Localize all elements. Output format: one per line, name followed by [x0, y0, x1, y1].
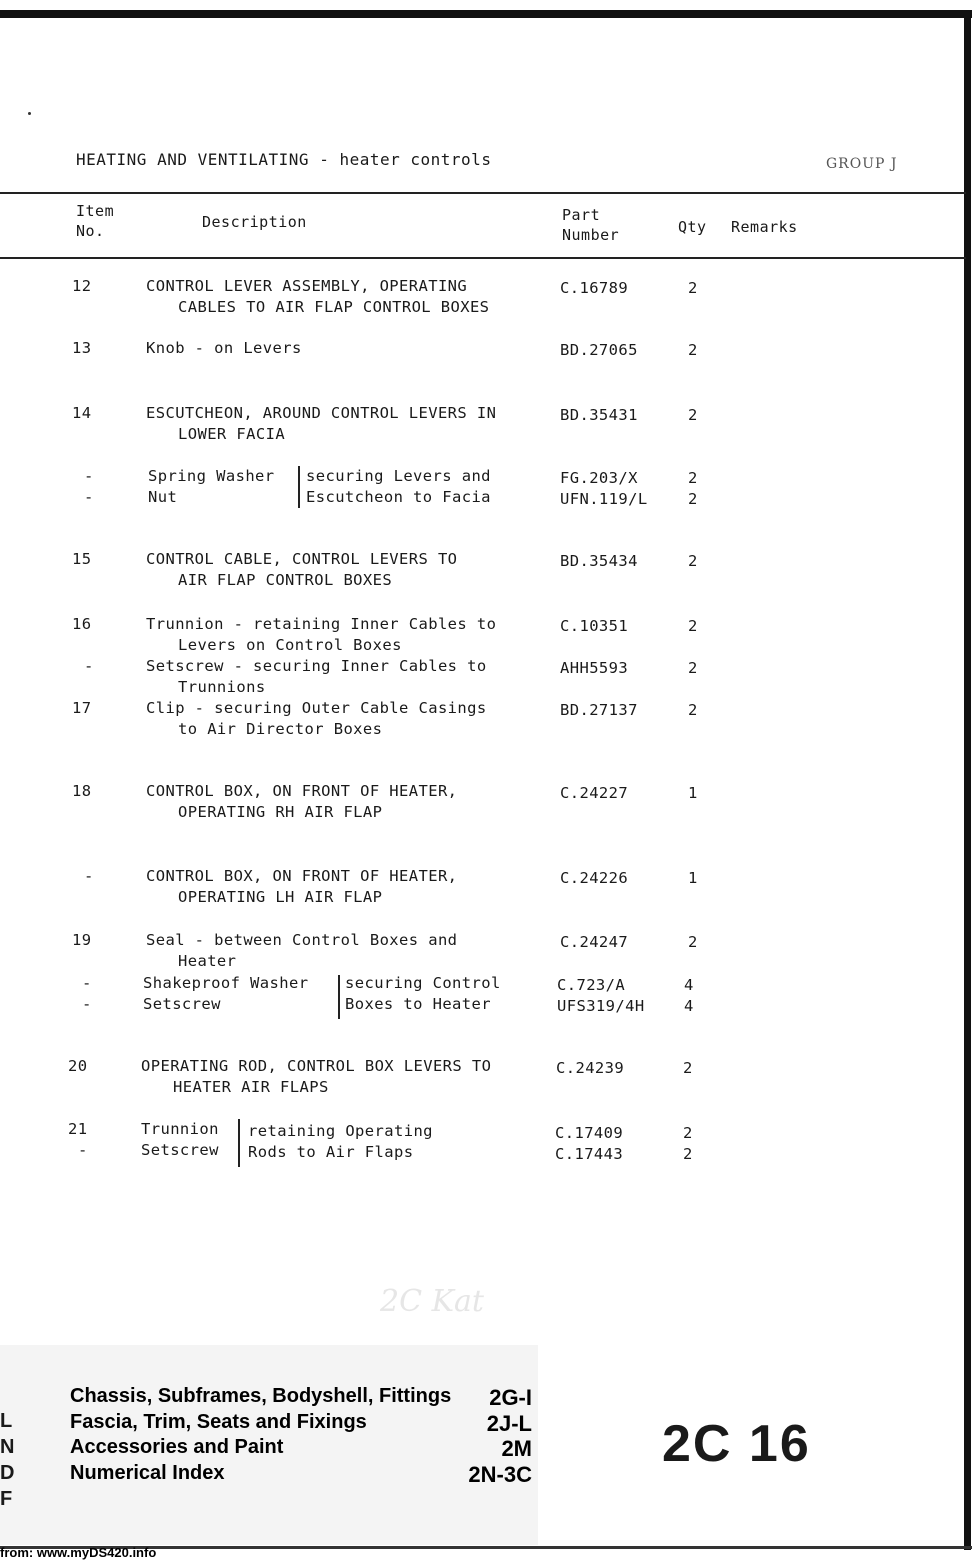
item-dash: - — [82, 974, 92, 992]
index-label: Accessories and Paint — [70, 1436, 284, 1458]
part-number: UFS319/4H — [557, 997, 645, 1015]
description-line2: to Air Director Boxes — [178, 720, 383, 738]
description-line2: LOWER FACIA — [178, 425, 286, 443]
part-number: BD.27065 — [560, 341, 638, 359]
item-number: 19 — [72, 931, 92, 949]
item-number: 16 — [72, 615, 92, 633]
quantity: 2 — [683, 1145, 693, 1163]
brace-bar — [298, 466, 300, 508]
index-label: Numerical Index — [70, 1462, 225, 1484]
column-header-qty: Qty — [678, 218, 707, 236]
description-line1: CONTROL BOX, ON FRONT OF HEATER, — [146, 782, 458, 800]
quantity: 4 — [684, 997, 694, 1015]
item-number: 15 — [72, 550, 92, 568]
index-row — [70, 1385, 532, 1410]
subitem-note: Escutcheon to Facia — [306, 488, 491, 506]
column-header-item-line2: No. — [76, 222, 105, 240]
item-dash: - — [84, 867, 94, 885]
quantity: 2 — [683, 1059, 693, 1077]
scan-speck — [28, 112, 31, 115]
part-number: FG.203/X — [560, 469, 638, 487]
description-line2: Trunnions — [178, 678, 266, 696]
description-line1: Seal - between Control Boxes and — [146, 931, 458, 949]
description — [146, 338, 302, 359]
header-rule-bottom — [0, 257, 966, 259]
quantity: 2 — [688, 279, 698, 297]
quantity: 2 — [688, 701, 698, 719]
item-number: 14 — [72, 404, 92, 422]
description — [146, 549, 457, 591]
edge-letter: D — [0, 1462, 15, 1484]
quantity: 2 — [688, 406, 698, 424]
subitem-group-14 — [0, 466, 960, 510]
item-dash: - — [84, 657, 94, 675]
part-number: C.17443 — [555, 1145, 624, 1163]
quantity: 2 — [688, 490, 698, 508]
description-line1: CONTROL CABLE, CONTROL LEVERS TO — [146, 550, 458, 568]
brace-bar — [338, 975, 340, 1019]
item-number: 13 — [72, 339, 92, 357]
part-number: C.17409 — [555, 1124, 624, 1142]
description-line2: HEATER AIR FLAPS — [173, 1078, 329, 1096]
description — [146, 698, 487, 740]
description-line1: Clip - securing Outer Cable Casings — [146, 699, 487, 717]
subitem-note: securing Levers and — [306, 467, 491, 485]
part-number: C.24227 — [560, 784, 629, 802]
description-line1: Setscrew - securing Inner Cables to — [146, 657, 487, 675]
part-number: C.723/A — [557, 976, 626, 994]
faint-watermark: 2C Kat — [380, 1284, 484, 1319]
quantity: 2 — [688, 933, 698, 951]
index-ref: 2M — [501, 1436, 532, 1461]
quantity: 2 — [688, 552, 698, 570]
description-line1: CONTROL LEVER ASSEMBLY, OPERATING — [146, 277, 468, 295]
column-header-remarks: Remarks — [731, 218, 798, 236]
item-dash: - — [84, 488, 94, 506]
column-header-part — [562, 205, 619, 245]
quantity: 2 — [688, 617, 698, 635]
subitem-note: Boxes to Heater — [345, 995, 491, 1013]
quantity: 4 — [684, 976, 694, 994]
description-line1: Knob - on Levers — [146, 339, 302, 357]
page-title: HEATING AND VENTILATING - heater controls — [76, 150, 492, 169]
edge-letter: F — [0, 1488, 13, 1510]
description-line2: OPERATING RH AIR FLAP — [178, 803, 383, 821]
subitem-name: Spring Washer — [148, 467, 275, 485]
brace-bar — [238, 1119, 240, 1167]
part-number: C.10351 — [560, 617, 629, 635]
item-number: 17 — [72, 699, 92, 717]
description — [146, 781, 457, 823]
description — [146, 930, 457, 972]
item-dash: - — [84, 467, 94, 485]
quantity: 2 — [688, 469, 698, 487]
source-credit: from: www.myDS420.info — [0, 1545, 157, 1560]
quantity: 1 — [688, 784, 698, 802]
subitem-name: Nut — [148, 488, 178, 506]
part-number: UFN.119/L — [560, 490, 648, 508]
group-label: GROUP J — [826, 156, 898, 172]
index-ref: 2G-I — [489, 1385, 532, 1410]
quantity: 2 — [683, 1124, 693, 1142]
page-border-top — [0, 10, 972, 18]
index-ref: 2N-3C — [468, 1462, 532, 1487]
description-line1: ESCUTCHEON, AROUND CONTROL LEVERS IN — [146, 404, 497, 422]
index-ref: 2J-L — [486, 1411, 532, 1436]
subitem-name: Shakeproof Washer — [143, 974, 309, 992]
description-line2: AIR FLAP CONTROL BOXES — [178, 571, 393, 589]
description — [146, 403, 496, 445]
column-header-description: Description — [202, 213, 307, 231]
subitem-note: securing Control — [345, 974, 501, 992]
part-number: C.24247 — [560, 933, 629, 951]
item-number: 20 — [68, 1057, 88, 1075]
subitem-group-21 — [0, 1119, 960, 1167]
description — [146, 866, 457, 908]
quantity: 1 — [688, 869, 698, 887]
description — [141, 1056, 491, 1098]
description-line1: OPERATING ROD, CONTROL BOX LEVERS TO — [141, 1057, 492, 1075]
subitem-group-19 — [0, 973, 960, 1019]
index-row — [70, 1411, 532, 1436]
subitem-note: retaining Operating — [248, 1122, 433, 1140]
subitem-note: Rods to Air Flaps — [248, 1143, 414, 1161]
edge-letter: N — [0, 1436, 15, 1458]
description-line2: OPERATING LH AIR FLAP — [178, 888, 383, 906]
header-rule-top — [0, 192, 966, 194]
item-number: 12 — [72, 277, 92, 295]
index-label: Chassis, Subframes, Bodyshell, Fittings — [70, 1385, 452, 1407]
page-code: 2C 16 — [662, 1415, 811, 1473]
quantity: 2 — [688, 659, 698, 677]
column-header-part-line1: Part — [562, 206, 601, 224]
description-line2: CABLES TO AIR FLAP CONTROL BOXES — [178, 298, 490, 316]
edge-letter: L — [0, 1410, 13, 1432]
item-number: 21 — [68, 1120, 88, 1138]
subitem-name: Setscrew — [141, 1141, 219, 1159]
quantity: 2 — [688, 341, 698, 359]
subitem-name: Setscrew — [143, 995, 221, 1013]
part-number: C.16789 — [560, 279, 629, 297]
description — [146, 656, 487, 698]
part-number: BD.27137 — [560, 701, 638, 719]
index-row — [70, 1436, 532, 1461]
description — [146, 276, 489, 318]
index-label: Fascia, Trim, Seats and Fixings — [70, 1411, 367, 1433]
item-dash: - — [78, 1141, 88, 1159]
part-number: BD.35434 — [560, 552, 638, 570]
subitem-name: Trunnion — [141, 1120, 219, 1138]
description-line1: CONTROL BOX, ON FRONT OF HEATER, — [146, 867, 458, 885]
part-number: C.24239 — [556, 1059, 625, 1077]
column-header-part-line2: Number — [562, 226, 620, 244]
description — [146, 614, 496, 656]
item-dash: - — [82, 995, 92, 1013]
column-header-item — [76, 201, 114, 241]
description-line1: Trunnion - retaining Inner Cables to — [146, 615, 497, 633]
part-number: C.24226 — [560, 869, 629, 887]
part-number: BD.35431 — [560, 406, 638, 424]
page-border-right — [964, 10, 971, 1550]
description-line2: Heater — [178, 952, 237, 970]
index-row — [70, 1462, 532, 1487]
description-line2: Levers on Control Boxes — [178, 636, 402, 654]
column-header-item-line1: Item — [76, 202, 115, 220]
part-number: AHH5593 — [560, 659, 629, 677]
item-number: 18 — [72, 782, 92, 800]
